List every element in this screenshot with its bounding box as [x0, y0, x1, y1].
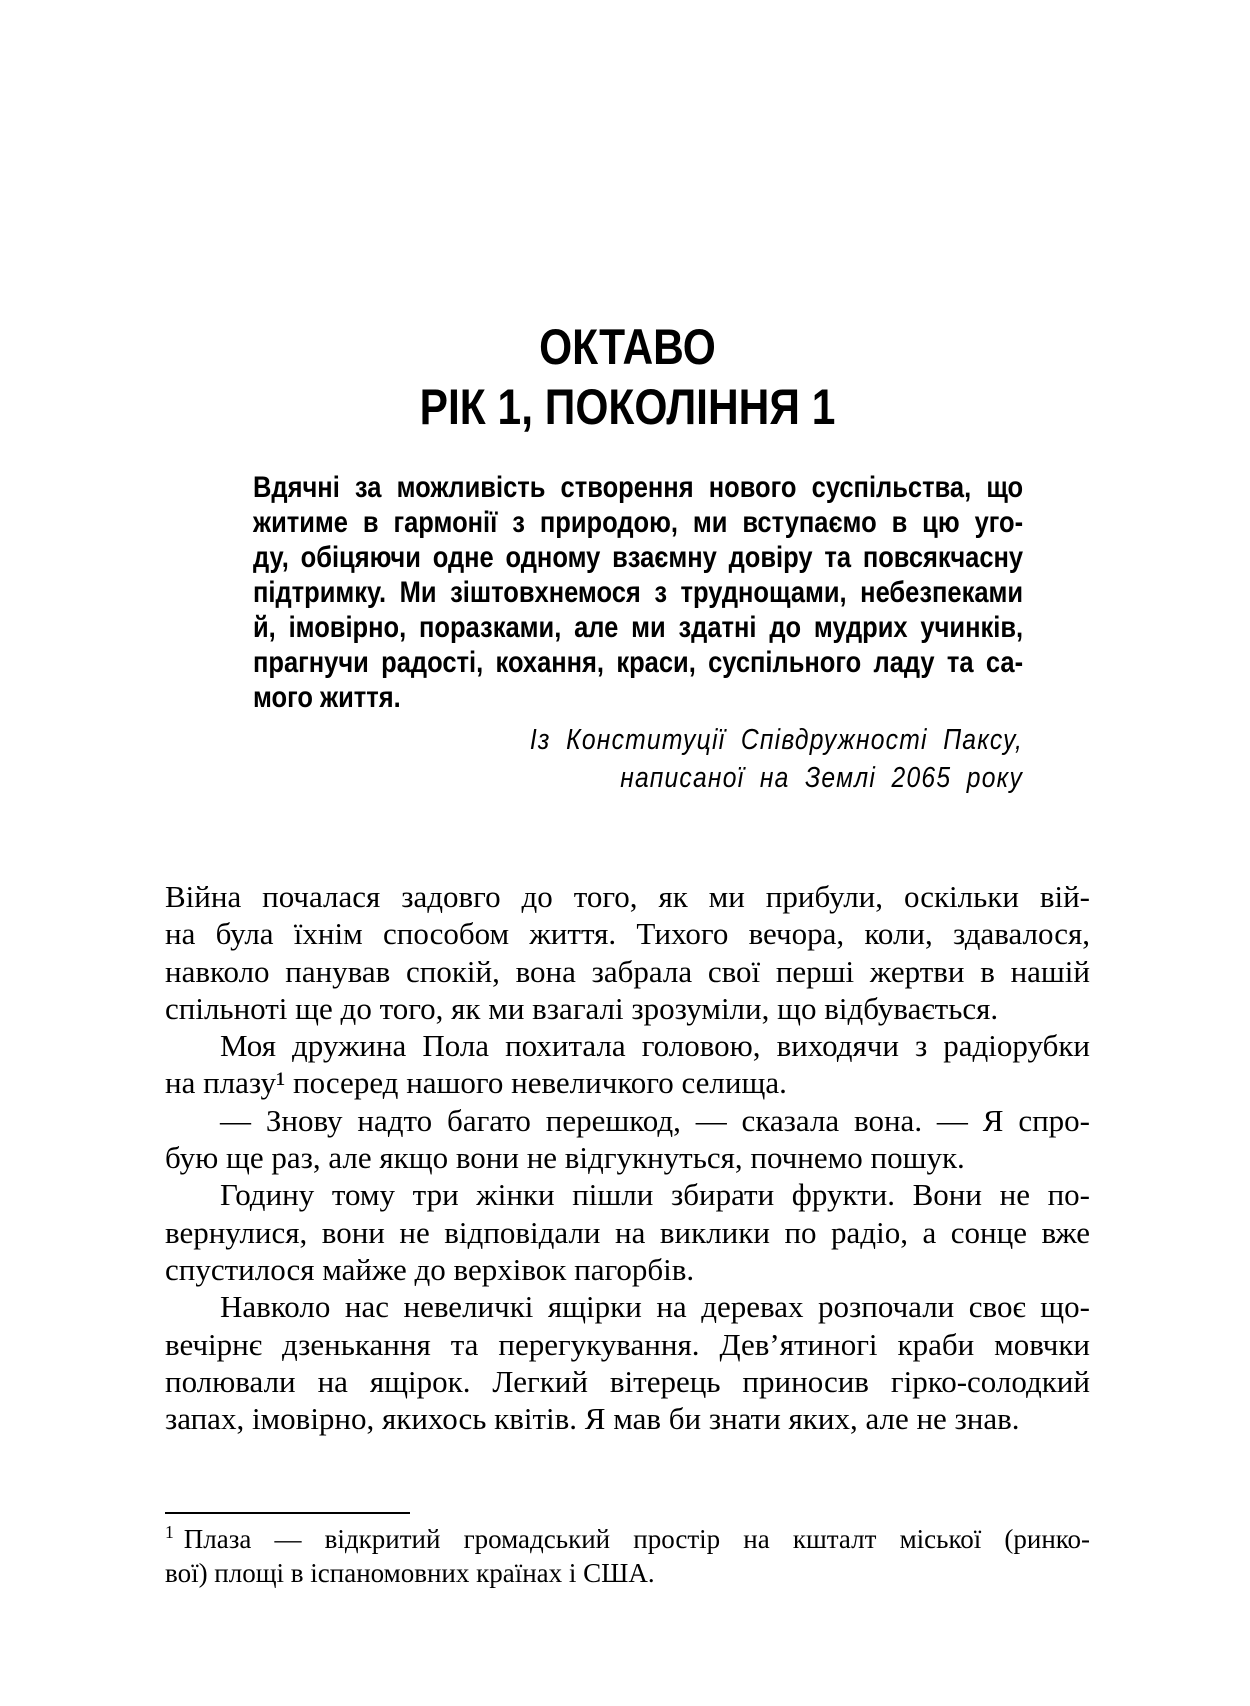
- epigraph-line: прагнучи радості, кохання, краси, суспільного ладу та са-: [253, 646, 1024, 679]
- text-line: — Знову надто багато перешкод, — сказала вона. — Я спро-: [220, 1102, 1090, 1138]
- text-line: спустилося майже до верхівок пагорбів.: [165, 1251, 695, 1287]
- text-line: Моя дружина Пола похитала головою, виходячи з радіорубки: [220, 1028, 1090, 1064]
- text-line: навколо панував спокій, вона забрала свої перші жертви в нашій: [165, 953, 1090, 989]
- epigraph-attribution: [253, 721, 1023, 797]
- text-line: бую ще раз, але якщо вони не відгукнуться, почнемо пошук.: [165, 1140, 965, 1176]
- epigraph-line: ду, обіцяючи одне одному взаємну довіру та повсякчасну: [253, 541, 1024, 574]
- epigraph-lines: [253, 470, 1023, 715]
- epigraph-line: мого життя.: [253, 681, 401, 714]
- paragraph: [165, 878, 1090, 1027]
- text-line: вечірнє дзенькання та перегукування. Дев’ятиногі краби мовчки: [165, 1326, 1090, 1362]
- text-line: спільноті ще до того, як ми взагалі зрозуміли, що відбувається.: [165, 990, 999, 1026]
- attribution-line-2: написаної на Землі 2065 року: [620, 762, 1024, 794]
- footnote-marker: 1: [165, 1522, 174, 1542]
- attribution-line-1: Із Конституції Співдружності Паксу,: [529, 724, 1024, 756]
- text-line: Війна почалася задовго до того, як ми прибули, оскільки вій-: [165, 879, 1090, 914]
- text-line: вернулися, вони не відповідали на виклики по радіо, а сонце вже: [165, 1214, 1090, 1250]
- epigraph-line: житиме в гармонії з природою, ми вступаємо в цю уго-: [253, 506, 1024, 539]
- paragraph: [165, 1176, 1090, 1288]
- paragraph: [165, 1288, 1090, 1437]
- body-text: [165, 878, 1090, 1437]
- text-line: полювали на ящірок. Легкий вітерець приносив гірко-солодкий: [165, 1363, 1090, 1399]
- epigraph-line: підтримку. Ми зіштовхнемося з труднощами, небезпеками: [253, 576, 1024, 609]
- text-line: Навколо нас невеличкі ящірки на деревах розпочали своє що-: [220, 1289, 1090, 1325]
- text-line: на плазу¹ посеред нашого невеличкого селища.: [165, 1065, 787, 1101]
- chapter-title-line-1: ОКТАВО: [539, 318, 716, 375]
- footnote-line-1: [165, 1522, 1090, 1556]
- footnote: [165, 1522, 1090, 1590]
- footnote-text-1: Плаза — відкритий громадський простір на кшталт міської (ринко-: [183, 1524, 1090, 1554]
- text-line: Годину тому три жінки пішли збирати фрукти. Вони не по-: [220, 1177, 1090, 1213]
- epigraph-line: й, імовірно, поразками, але ми здатні до мудрих учинків,: [253, 611, 1024, 644]
- epigraph-line: Вдячні за можливість створення нового суспільства, що: [253, 471, 1024, 504]
- chapter-title-line-2: РІК 1, ПОКОЛІННЯ 1: [419, 378, 836, 435]
- epigraph: [253, 470, 1023, 797]
- footnote-line-2: вої) площі в іспаномовних країнах і США.: [165, 1558, 655, 1588]
- paragraph: [165, 1102, 1090, 1177]
- paragraph: [165, 1027, 1090, 1102]
- text-line: запах, імовірно, якихось квітів. Я мав би знати яких, але не знав.: [165, 1401, 1020, 1437]
- chapter-title: [234, 317, 1020, 437]
- footnote-rule: [165, 1512, 410, 1514]
- text-line: на була їхнім способом життя. Тихого вечора, коли, здавалося,: [165, 916, 1090, 952]
